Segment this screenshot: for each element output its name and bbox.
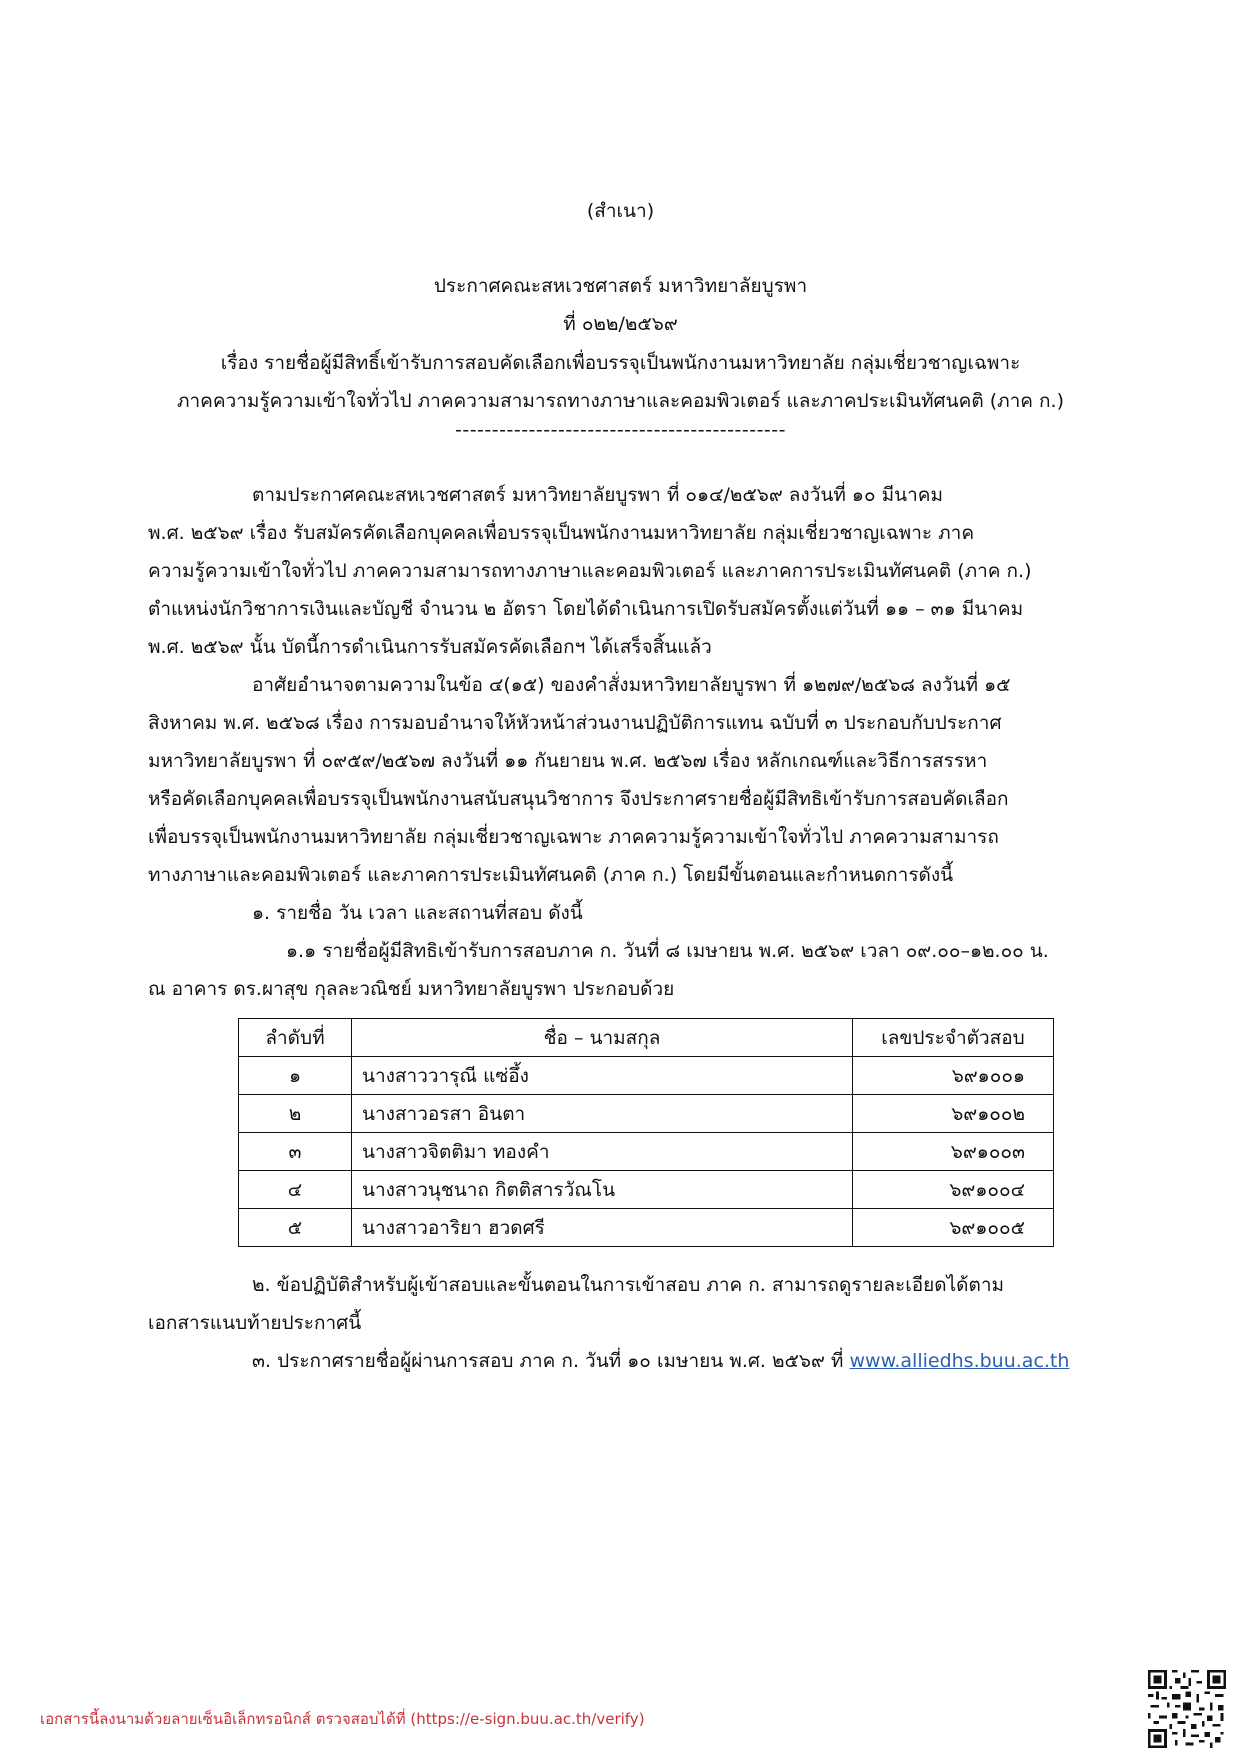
header-no: ลำดับที่ (239, 1019, 352, 1057)
row-exam-id: ๖๙๑๐๐๓ (853, 1133, 1054, 1171)
para2-line: เพื่อบรรจุเป็นพนักงานมหาวิทยาลัย กลุ่มเชี่ยวชาญเฉพาะ ภาคความรู้ความเข้าใจทั่วไป ภาคความสามารถ (148, 826, 999, 848)
separator-line: --------------------------------------------- (454, 419, 787, 441)
para2-line: หรือคัดเลือกบุคคลเพื่อบรรจุเป็นพนักงานสนับสนุนวิชาการ จึงประกาศรายชื่อผู้มีสิทธิเข้ารับการสอบคัดเลือก (148, 788, 1009, 810)
website-link[interactable]: www.alliedhs.buu.ac.th (849, 1350, 1070, 1372)
para1-line: พ.ศ. ๒๕๖๙ นั้น บัดนี้การดำเนินการรับสมัครคัดเลือกฯ ได้เสร็จสิ้นแล้ว (148, 636, 712, 658)
row-name: นางสาวนุชนาถ กิตติสารวัณโน (352, 1171, 853, 1209)
table-header-row (239, 1019, 1054, 1057)
row-no: ๔ (239, 1171, 352, 1209)
esign-note: เอกสารนี้ลงนามด้วยลายเซ็นอิเล็กทรอนิกส์ ตรวจสอบได้ที่ (https://e-sign.buu.ac.th/verify) (40, 1710, 645, 1728)
subject-line-1: เรื่อง รายชื่อผู้มีสิทธิ์เข้ารับการสอบคัดเลือกเพื่อบรรจุเป็นพนักงานมหาวิทยาลัย กลุ่มเชี่ยวชาญเฉพาะ (220, 352, 1021, 374)
item-2-line2: เอกสารแนบท้ายประกาศนี้ (148, 1312, 362, 1334)
item-1-1-line1: ๑.๑ รายชื่อผู้มีสิทธิเข้ารับการสอบภาค ก. วันที่ ๘ เมษายน พ.ศ. ๒๕๖๙ เวลา ๐๙.๐๐–๑๒.๐๐ น. (286, 940, 1049, 962)
table-row (239, 1095, 1054, 1133)
para2-line: สิงหาคม พ.ศ. ๒๕๖๘ เรื่อง การมอบอำนาจให้หัวหน้าส่วนงานปฏิบัติการแทน ฉบับที่ ๓ ประกอบกับประกาศ (148, 712, 1002, 734)
qr-code-icon (1148, 1670, 1226, 1748)
row-no: ๕ (239, 1209, 352, 1247)
subject-line-2: ภาคความรู้ความเข้าใจทั่วไป ภาคความสามารถทางภาษาและคอมพิวเตอร์ และภาคประเมินทัศนคติ (ภาค ก.) (176, 390, 1065, 412)
row-no: ๑ (239, 1057, 352, 1095)
para1-line: ตามประกาศคณะสหเวชศาสตร์ มหาวิทยาลัยบูรพา ที่ ๐๑๔/๒๕๖๙ ลงวันที่ ๑๐ มีนาคม (252, 484, 944, 506)
item-3 (252, 1346, 1069, 1376)
table-row (239, 1133, 1054, 1171)
para2-line: อาศัยอำนาจตามความในข้อ ๔(๑๕) ของคำสั่งมหาวิทยาลัยบูรพา ที่ ๑๒๗๙/๒๕๖๘ ลงวันที่ ๑๕ (252, 674, 1011, 696)
item-1-1-line2: ณ อาคาร ดร.ผาสุข กุลละวณิชย์ มหาวิทยาลัยบูรพา ประกอบด้วย (148, 978, 675, 1000)
item-3-text: ๓. ประกาศรายชื่อผู้ผ่านการสอบ ภาค ก. วันที่ ๑๐ เมษายน พ.ศ. ๒๕๖๙ ที่ (252, 1350, 850, 1372)
row-no: ๓ (239, 1133, 352, 1171)
para1-line: พ.ศ. ๒๕๖๙ เรื่อง รับสมัครคัดเลือกบุคคลเพื่อบรรจุเป็นพนักงานมหาวิทยาลัย กลุ่มเชี่ยวชาญเฉพาะ ภาค (148, 522, 975, 544)
item-2-line1: ๒. ข้อปฏิบัติสำหรับผู้เข้าสอบและขั้นตอนในการเข้าสอบ ภาค ก. สามารถดูรายละเอียดได้ตาม (252, 1274, 1005, 1296)
table-row (239, 1209, 1054, 1247)
row-no: ๒ (239, 1095, 352, 1133)
row-exam-id: ๖๙๑๐๐๕ (853, 1209, 1054, 1247)
table-row (239, 1057, 1054, 1095)
row-exam-id: ๖๙๑๐๐๒ (853, 1095, 1054, 1133)
row-name: นางสาวอรสา อินตา (352, 1095, 853, 1133)
para2-line: ทางภาษาและคอมพิวเตอร์ และภาคการประเมินทัศนคติ (ภาค ก.) โดยมีขั้นตอนและกำหนดการดังนี้ (148, 864, 954, 886)
table-row (239, 1171, 1054, 1209)
copy-mark: (สำเนา) (586, 200, 655, 222)
row-name: นางสาวจิตติมา ทองคำ (352, 1133, 853, 1171)
row-exam-id: ๖๙๑๐๐๔ (853, 1171, 1054, 1209)
announcement-number: ที่ ๐๒๒/๒๕๖๙ (563, 313, 678, 335)
para1-line: ตำแหน่งนักวิชาการเงินและบัญชี จำนวน ๒ อัตรา โดยได้ดำเนินการเปิดรับสมัครตั้งแต่วันที่ ๑๑ – ๓๑ มีนาคม (148, 598, 1024, 620)
item-1: ๑. รายชื่อ วัน เวลา และสถานที่สอบ ดังนี้ (252, 902, 583, 924)
announcement-title: ประกาศคณะสหเวชศาสตร์ มหาวิทยาลัยบูรพา (433, 275, 808, 297)
row-name: นางสาววารุณี แซ่อึ้ง (352, 1057, 853, 1095)
para1-line: ความรู้ความเข้าใจทั่วไป ภาคความสามารถทางภาษาและคอมพิวเตอร์ และภาคการประเมินทัศนคติ (ภาค ก.) (148, 560, 1032, 582)
candidate-table (238, 1018, 1054, 1247)
row-exam-id: ๖๙๑๐๐๑ (853, 1057, 1054, 1095)
header-exam-id: เลขประจำตัวสอบ (853, 1019, 1054, 1057)
row-name: นางสาวอาริยา ฮวดศรี (352, 1209, 853, 1247)
header-name: ชื่อ – นามสกุล (352, 1019, 853, 1057)
para2-line: มหาวิทยาลัยบูรพา ที่ ๐๙๕๙/๒๕๖๗ ลงวันที่ ๑๑ กันยายน พ.ศ. ๒๕๖๗ เรื่อง หลักเกณฑ์และวิธีการสรรหา (148, 750, 988, 772)
